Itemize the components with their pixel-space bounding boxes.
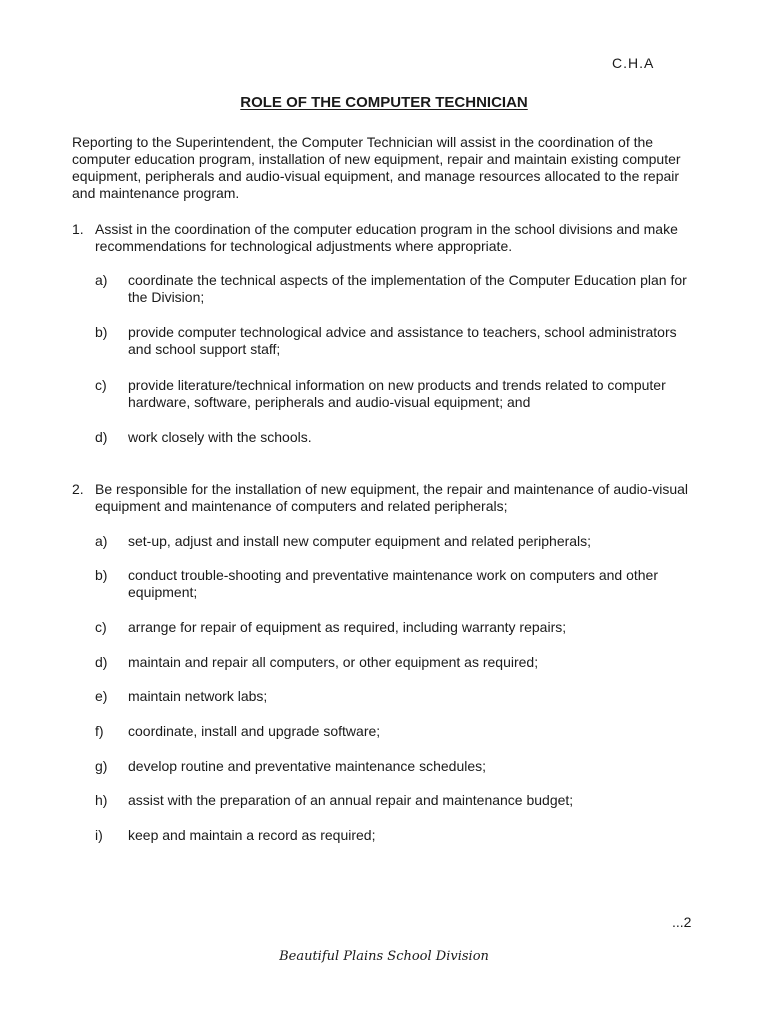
page-continuation: ...2	[672, 914, 692, 930]
list-item	[95, 723, 695, 740]
list-item	[95, 567, 695, 601]
item-text: develop routine and preventative maintenance schedules;	[128, 758, 487, 774]
list-item	[95, 758, 695, 775]
footer-division-name: Beautiful Plains School Division	[279, 949, 489, 964]
item-text: provide computer technological advice and assistance to teachers, school administrators and school support staff;	[128, 324, 677, 357]
list-item	[95, 272, 695, 306]
item-text: set-up, adjust and install new computer equipment and related peripherals;	[128, 533, 592, 549]
list-item	[95, 654, 695, 671]
section-1	[72, 221, 702, 255]
section-text: Assist in the coordination of the computer education program in the school divisions and make recommendations for technological adjustments where appropriate.	[95, 221, 678, 254]
item-letter: c)	[95, 377, 107, 393]
item-letter: b)	[95, 567, 108, 583]
item-text: keep and maintain a record as required;	[128, 827, 376, 843]
item-letter: i)	[95, 827, 103, 843]
page-title: ROLE OF THE COMPUTER TECHNICIAN	[240, 94, 528, 111]
item-letter: e)	[95, 688, 108, 704]
section-number: 1.	[72, 221, 84, 237]
item-text: arrange for repair of equipment as required, including warranty repairs;	[128, 619, 567, 635]
list-item	[95, 377, 695, 411]
section-number: 2.	[72, 481, 84, 497]
item-text: provide literature/technical information on new products and trends related to computer hardware, software, peripherals and audio-visual equipment; and	[128, 377, 666, 410]
item-letter: f)	[95, 723, 104, 739]
item-text: conduct trouble-shooting and preventative maintenance work on computers and other equipment;	[128, 567, 658, 600]
item-letter: g)	[95, 758, 108, 774]
list-item	[95, 688, 695, 705]
item-letter: c)	[95, 619, 107, 635]
document-code: C.H.A	[612, 55, 655, 71]
item-text: coordinate, install and upgrade software;	[128, 723, 381, 739]
list-item	[95, 792, 695, 809]
item-letter: a)	[95, 272, 108, 288]
item-letter: a)	[95, 533, 108, 549]
item-text: maintain and repair all computers, or other equipment as required;	[128, 654, 539, 670]
item-text: assist with the preparation of an annual repair and maintenance budget;	[128, 792, 574, 808]
list-item	[95, 619, 695, 636]
list-item	[95, 324, 695, 358]
item-letter: h)	[95, 792, 108, 808]
section-text: Be responsible for the installation of new equipment, the repair and maintenance of audio-visual equipment and maintenance of computers and related peripherals;	[95, 481, 689, 514]
item-letter: d)	[95, 654, 108, 670]
section-2	[72, 481, 702, 515]
list-item	[95, 429, 695, 446]
intro-paragraph: Reporting to the Superintendent, the Computer Technician will assist in the coordination of the computer education program, installation of new equipment, repair and maintain existing computer equipment, peripherals and audio-visual equipment, and manage resources allocated to the repair and maintenance program.	[72, 134, 681, 201]
item-text: maintain network labs;	[128, 688, 268, 704]
list-item	[95, 533, 695, 550]
item-letter: b)	[95, 324, 108, 340]
item-text: work closely with the schools.	[128, 429, 312, 445]
item-text: coordinate the technical aspects of the implementation of the Computer Education plan for the Division;	[128, 272, 687, 305]
item-letter: d)	[95, 429, 108, 445]
list-item	[95, 827, 695, 844]
